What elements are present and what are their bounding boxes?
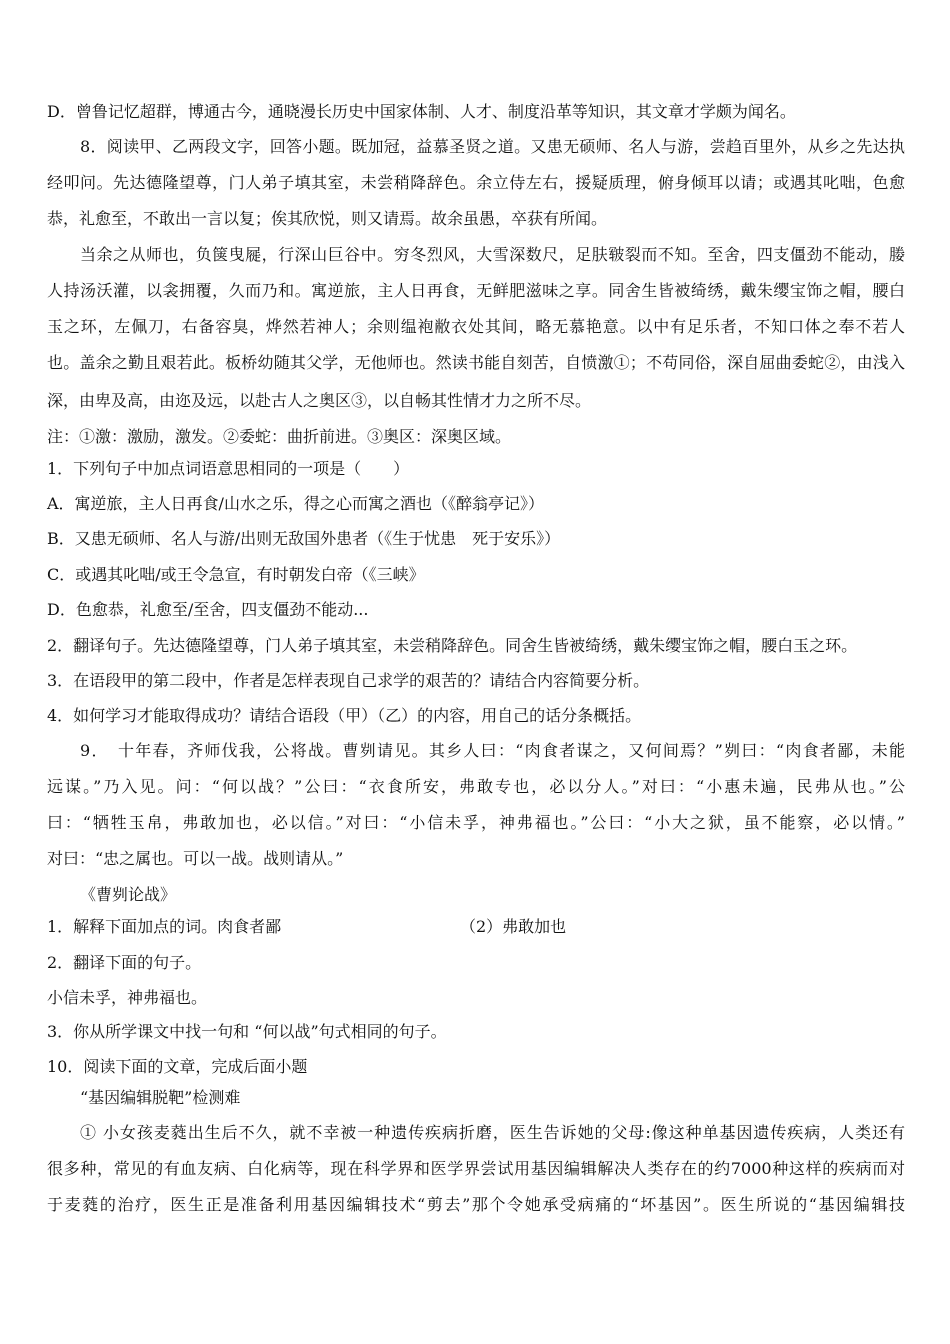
sub-question-3: 3．在语段甲的第二段中，作者是怎样表现自己求学的艰苦的？请结合内容简要分析。 — [47, 671, 650, 690]
passage-a-line: 恭，礼愈至，不敢出一言以复；俟其欣悦，则又请焉。故余虽愚，卒获有所闻。 — [47, 209, 608, 228]
passage-b-line: 也。盖余之勤且艰若此。板桥幼随其父学，无他师也。然读书能自刻苦，自愤激①；不苟同俗，深自屈曲委蛇②，由浅入 — [47, 353, 905, 372]
q9-sub-question-1-part-2: （2）弗敢加也 — [460, 917, 567, 936]
sub-question-4: 4．如何学习才能取得成功？请结合语段（甲）（乙）的内容，用自己的话分条概括。 — [47, 706, 642, 725]
question-9-passage: 9． 十年春，齐师伐我，公将战。曹刿请见。其乡人曰：“肉食者谋之，又何间焉？”刿曰：“肉食者鄙，未能 — [80, 741, 905, 760]
passage-a-line: 玉之环，左佩刀，右备容臭，烨然若神人；余则缊袍敝衣处其间，略无慕艳意。以中有足乐者，不知口体之奉不若人 — [47, 317, 905, 336]
option-d: D．色愈恭，礼愈至/至舍，四支僵劲不能动... — [47, 600, 369, 619]
article-paragraph-1: ① 小女孩麦蕤出生后不久，就不幸被一种遗传疾病折磨，医生告诉她的父母:像这种单基因遗传疾病，人类还有 — [80, 1123, 905, 1142]
passage-a-line: 当余之从师也，负箧曳屣，行深山巨谷中。穷冬烈风，大雪深数尺，足肤皲裂而不知。至舍，四支僵劲不能动，媵 — [80, 245, 905, 264]
article-paragraph-1: 很多种，常见的有血友病、白化病等，现在科学界和医学界尝试用基因编辑解决人类存在的约7000种这样的疾病而对 — [47, 1159, 905, 1178]
passage-source: 《曹刿论战》 — [80, 885, 177, 904]
q9-sub-question-1: 1．解释下面加点的词。肉食者鄙 — [47, 917, 282, 936]
passage-a-line: 经叩问。先达德隆望尊，门人弟子填其室，未尝稍降辞色。余立侍左右，援疑质理，俯身倾耳以请；或遇其叱咄，色愈 — [47, 173, 905, 192]
question-9-passage: 曰：“牺牲玉帛，弗敢加也，必以信。”对曰：“小信未孚，神弗福也。”公曰：“小大之狱，虽不能察，必以情。” — [47, 813, 905, 832]
sub-question-1: 1．下列句子中加点词语意思相同的一项是（ ） — [47, 459, 410, 478]
option-d-line: D．曾鲁记忆超群，博通古今，通晓漫长历史中国家体制、人才、制度沿革等知识，其文章才学颇为闻名。 — [47, 102, 796, 121]
passage-b-line: 深，由卑及高，由迩及远，以赴古人之奥区③，以自畅其性情才力之所不尽。 — [47, 391, 592, 410]
sub-question-2: 2．翻译句子。先达德隆望尊，门人弟子填其室，未尝稍降辞色。同舍生皆被绮绣，戴朱缨宝饰之帽，腰白玉之环。 — [47, 636, 858, 655]
q9-sub-question-2: 2．翻译下面的句子。 — [47, 953, 202, 972]
question-10-intro: 10．阅读下面的文章，完成后面小题 — [47, 1057, 308, 1076]
passage-a-line: 人持汤沃灌，以衾拥覆，久而乃和。寓逆旅，主人日再食，无鲜肥滋味之享。同舍生皆被绮绣，戴朱缨宝饰之帽，腰白 — [47, 281, 905, 300]
article-title: “基因编辑脱靶”检测难 — [80, 1088, 241, 1107]
option-b: B．又患无硕师、名人与游/出则无敌国外患者（《生于忧患 死于安乐》） — [47, 529, 561, 548]
question-8-intro: 8．阅读甲、乙两段文字，回答小题。既加冠，益慕圣贤之道。又患无硕师、名人与游，尝趋百里外，从乡之先达执 — [80, 137, 905, 156]
question-9-passage: 对曰：“忠之属也。可以一战。战则请从。” — [47, 849, 344, 868]
article-paragraph-1: 于麦蕤的治疗，医生正是准备利用基因编辑技术“剪去”那个令她承受病痛的“坏基因”。医生所说的“基因编辑技 — [47, 1195, 905, 1214]
question-9-passage: 远谋。”乃入见。问：“何以战？”公曰：“衣食所安，弗敢专也，必以分人。”对曰：“小惠未遍，民弗从也。”公 — [47, 777, 905, 796]
option-c: C．或遇其叱咄/或王令急宣，有时朝发白帝（《三峡》 — [47, 565, 425, 584]
q9-sentence: 小信未孚，神弗福也。 — [47, 988, 208, 1007]
q9-sub-question-3: 3．你从所学课文中找一句和 “何以战”句式相同的句子。 — [47, 1022, 447, 1041]
option-a: A．寓逆旅，主人日再食/山水之乐，得之心而寓之酒也（《醉翁亭记》） — [47, 494, 544, 513]
annotation-note: 注：①激：激励，激发。②委蛇：曲折前进。③奥区：深奥区域。 — [47, 427, 512, 446]
